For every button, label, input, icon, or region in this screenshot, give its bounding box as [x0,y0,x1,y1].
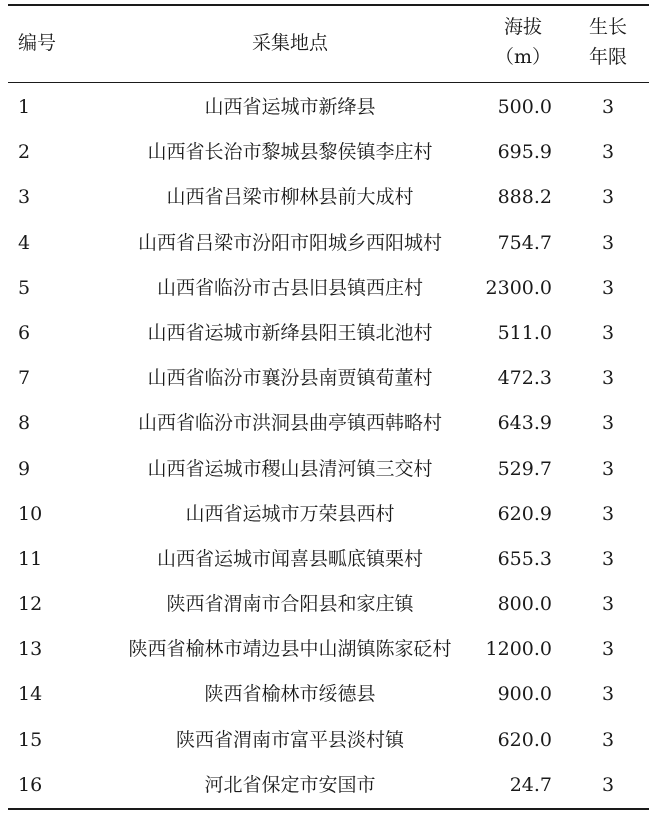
table-row [0,763,657,808]
cell-id: 1 [18,96,31,118]
cell-years: 3 [601,547,615,570]
cell-years: 3 [601,593,615,616]
cell-years: 3 [601,186,615,209]
cell-altitude: 620.9 [497,502,552,525]
table-row [0,356,657,401]
cell-id: 8 [18,412,31,435]
cell-altitude: 24.7 [509,773,552,796]
cell-id: 13 [18,638,43,661]
cell-id: 11 [18,547,43,570]
cell-site: 山西省临汾市古县旧县镇西庄村 [156,276,423,299]
cell-years: 3 [601,502,615,525]
table-row [0,266,657,311]
table-row [0,130,657,175]
cell-years: 3 [601,773,615,796]
cell-altitude: 695.9 [497,141,552,164]
cell-id: 7 [18,367,31,390]
cell-years: 3 [601,96,615,118]
cell-id: 3 [18,186,31,209]
cell-altitude: 2300.0 [485,276,552,299]
table-row [0,718,657,763]
cell-id: 10 [18,502,43,525]
cell-altitude: 888.2 [497,186,552,209]
table-row [0,175,657,220]
cell-site: 陕西省渭南市富平县淡村镇 [175,728,404,751]
cell-id: 14 [18,683,43,706]
cell-years: 3 [601,231,615,254]
table-row [0,85,657,130]
cell-years: 3 [601,412,615,435]
table-row [0,672,657,717]
cell-id: 6 [18,321,31,344]
table-row [0,627,657,672]
cell-id: 15 [18,728,43,751]
cell-id: 9 [18,457,31,480]
cell-site: 山西省运城市新绛县 [204,96,376,118]
cell-site: 山西省运城市万荣县西村 [185,502,395,525]
cell-site: 河北省保定市安国市 [204,773,376,796]
table-bottom-rule [8,808,649,810]
cell-years: 3 [601,321,615,344]
table-header-rule [8,82,649,83]
cell-altitude: 500.0 [497,96,552,118]
cell-id: 2 [18,141,31,164]
cell-years: 3 [601,276,615,299]
header-id-label: 编号 [18,32,57,54]
table-row [0,447,657,492]
header-altitude-label: 海拔 [503,16,542,38]
cell-years: 3 [601,638,615,661]
cell-altitude: 529.7 [497,457,552,480]
cell-altitude: 643.9 [497,412,552,435]
cell-years: 3 [601,457,615,480]
header-years-line2: 年限 [588,46,627,68]
header-site [110,28,470,58]
cell-altitude: 472.3 [497,367,552,390]
cell-site: 陕西省渭南市合阳县和家庄镇 [166,593,414,616]
table-row [0,582,657,627]
cell-altitude: 655.3 [497,547,552,570]
header-years-line1: 生长 [588,16,627,38]
cell-years: 3 [601,367,615,390]
cell-years: 3 [601,141,615,164]
header-id [18,28,56,58]
cell-site: 山西省运城市新绛县阳王镇北池村 [147,321,433,344]
cell-altitude: 754.7 [497,231,552,254]
header-altitude-unit: （m） [494,46,552,68]
table-body [0,85,657,808]
cell-altitude: 620.0 [497,728,552,751]
table-row [0,221,657,266]
cell-altitude: 511.0 [497,321,552,344]
cell-site: 山西省临汾市洪洞县曲亭镇西韩略村 [137,412,442,435]
header-site-label: 采集地点 [251,32,328,54]
table-row [0,492,657,537]
cell-years: 3 [601,728,615,751]
header-altitude [484,12,562,72]
cell-id: 4 [18,231,31,254]
cell-altitude: 1200.0 [485,638,552,661]
table-header [0,6,657,82]
table-row [0,401,657,446]
cell-id: 5 [18,276,31,299]
cell-site: 山西省运城市稷山县清河镇三交村 [147,457,433,480]
cell-altitude: 900.0 [497,683,552,706]
cell-site: 山西省吕梁市汾阳市阳城乡西阳城村 [137,231,442,254]
cell-altitude: 800.0 [497,593,552,616]
cell-site: 山西省吕梁市柳林县前大成村 [166,186,414,209]
cell-id: 12 [18,593,43,616]
cell-site: 陕西省榆林市靖边县中山湖镇陈家砭村 [128,638,452,661]
cell-years: 3 [601,683,615,706]
cell-site: 陕西省榆林市绥德县 [204,683,376,706]
cell-site: 山西省长治市黎城县黎侯镇李庄村 [147,141,433,164]
table-row [0,311,657,356]
cell-site: 山西省运城市闻喜县畖底镇栗村 [156,547,423,570]
cell-site: 山西省临汾市襄汾县南贾镇荀董村 [147,367,433,390]
cell-id: 16 [18,773,43,796]
table-row [0,537,657,582]
header-years [574,12,642,72]
